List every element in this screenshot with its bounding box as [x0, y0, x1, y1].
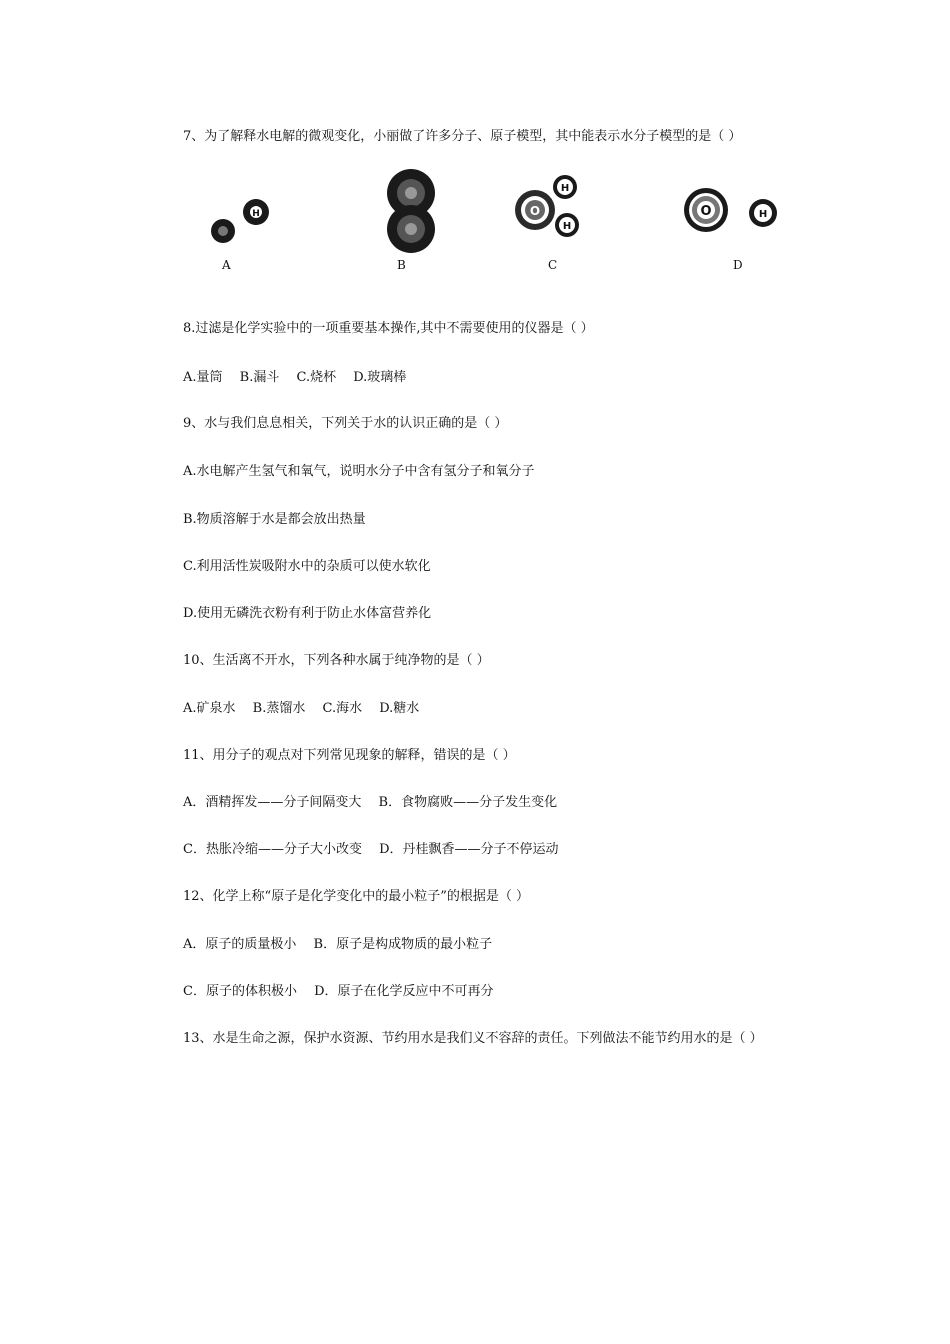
molecule-models-figure: [195, 165, 795, 280]
model-a: [211, 199, 269, 243]
question-13: 13、水是生命之源，保护水资源、节约用水是我们义不容辞的责任。下列做法不能节约用水的是（ ）: [183, 1031, 763, 1046]
option-label-d: D: [733, 258, 743, 272]
model-c-oxygen-label: O: [529, 204, 541, 218]
question-9-option-c: C.利用活性炭吸附水中的杂质可以使水软化: [183, 559, 431, 574]
model-d-oxygen-label: O: [700, 204, 712, 219]
question-8: 8.过滤是化学实验中的一项重要基本操作,其中不需要使用的仪器是（ ）: [183, 321, 594, 336]
option-label-a: A: [222, 258, 231, 272]
question-11: 11、用分子的观点对下列常见现象的解释，错误的是（ ）: [183, 748, 516, 763]
question-10: 10、生活离不开水，下列各种水属于纯净物的是（ ）: [183, 653, 490, 668]
question-9-option-a: A.水电解产生氢气和氧气，说明水分子中含有氢分子和氧分子: [183, 464, 535, 479]
option-label-c: C: [548, 258, 558, 272]
model-c-hydrogen-label-2: H: [562, 221, 572, 232]
model-b: [387, 169, 435, 253]
question-9: 9、水与我们息息相关，下列关于水的认识正确的是（ ）: [183, 416, 508, 431]
option-label-b: B: [397, 258, 406, 272]
question-12-options-ab: A．原子的质量极小 B．原子是构成物质的最小粒子: [183, 937, 493, 952]
question-9-option-d: D.使用无磷洗衣粉有利于防止水体富营养化: [183, 606, 432, 621]
model-a-atom-label: H: [252, 209, 260, 219]
question-10-options: A.矿泉水 B.蒸馏水 C.海水 D.糖水: [183, 701, 420, 716]
model-c: [515, 175, 579, 237]
question-9-option-b: B.物质溶解于水是都会放出热量: [183, 512, 366, 527]
model-d: [684, 188, 777, 232]
model-c-hydrogen-label-1: H: [560, 183, 570, 194]
question-11-options-cd: C．热胀冷缩——分子大小改变 D．丹桂飘香——分子不停运动: [183, 842, 559, 857]
question-8-options: A.量筒 B.漏斗 C.烧杯 D.玻璃棒: [183, 370, 407, 385]
model-d-hydrogen-label: H: [758, 209, 768, 220]
molecule-models-svg: [195, 165, 795, 280]
question-11-options-ab: A．酒精挥发——分子间隔变大 B．食物腐败——分子发生变化: [183, 795, 558, 810]
question-12-options-cd: C．原子的体积极小 D．原子在化学反应中不可再分: [183, 984, 494, 999]
question-7: 7、为了解释水电解的微观变化，小丽做了许多分子、原子模型，其中能表示水分子模型的是（ ）: [183, 129, 742, 144]
question-12: 12、化学上称“原子是化学变化中的最小粒子”的根据是（ ）: [183, 889, 529, 904]
